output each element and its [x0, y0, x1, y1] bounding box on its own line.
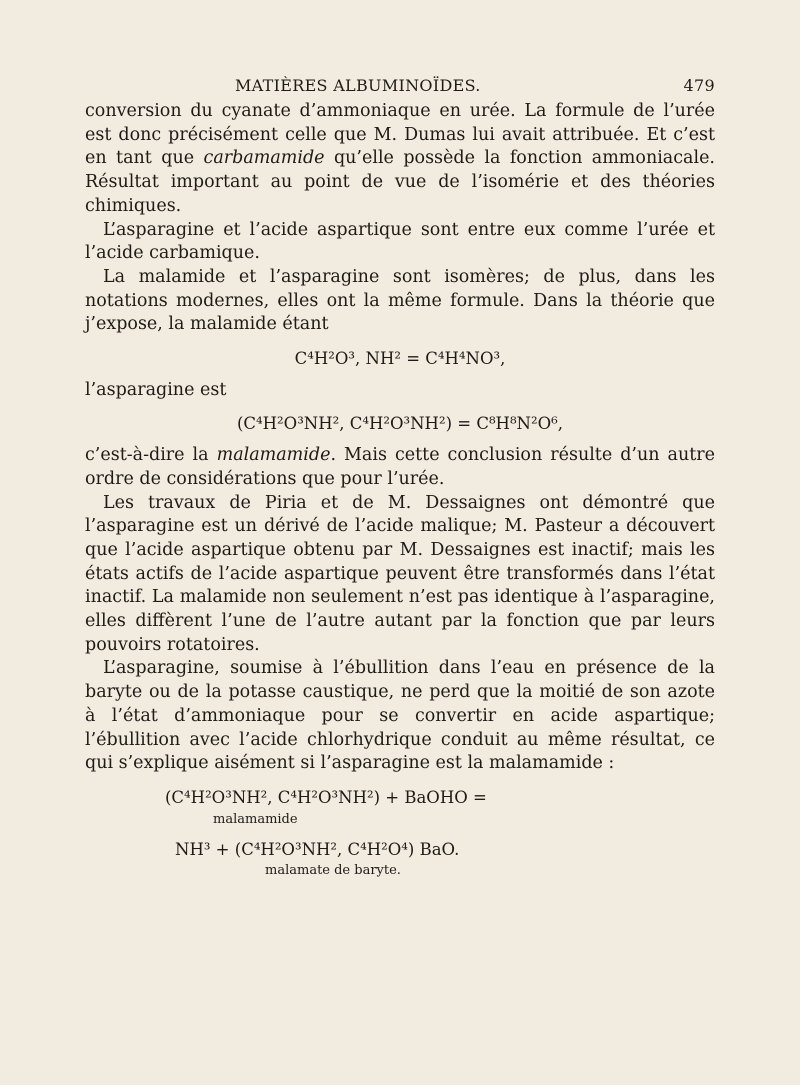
paragraph-2: L’asparagine et l’acide aspartique sont entre eux comme l’urée et l’acide carbamique. [85, 219, 715, 264]
paragraph-1-emphasis: carbamamide [203, 148, 325, 169]
paragraph-5-text-a: c’est-à-dire la [85, 445, 217, 466]
paragraph-1-text-b: qu’elle possède la fonction ammoniacale. Résultat important au point de vue de l’isomérie et des théories chimiques. [85, 148, 715, 216]
running-head [85, 76, 715, 100]
formula-reaction-line-1: (C⁴H²O³NH², C⁴H²O³NH²) + BaOHO = [165, 787, 487, 807]
body-text [85, 100, 715, 879]
paragraph-1 [85, 100, 715, 219]
formula-reaction-line-2: NH³ + (C⁴H²O³NH², C⁴H²O⁴) BaO. [175, 839, 460, 859]
paragraph-5-text-b: . Mais cette conclusion résulte d’un autre ordre de considérations que pour l’urée. [85, 445, 716, 489]
formula-asparagine: (C⁴H²O³NH², C⁴H²O³NH²) = C⁸H⁸N²O⁶, [236, 414, 563, 434]
paragraph-5 [85, 444, 715, 491]
paragraph-5-emphasis: malamamide [216, 445, 331, 466]
page-number: 479 [683, 76, 715, 95]
paragraph-7: L’asparagine, soumise à l’ébullition dans l’eau en présence de la baryte ou de la potasse caustique, ne perd que la moitié de son azote à l’état d’ammoniaque pour se convertir en acide aspartique; l’ébullition avec l’acide chlorhydrique conduit au même résultat, ce qui s’explique aisément si l’asparagine est la malamamide : [85, 658, 715, 774]
formula-caption-malamate: malamate de baryte. [265, 863, 401, 879]
formula-malamide: C⁴H²O³, NH² = C⁴H⁴NO³, [294, 349, 506, 369]
paragraph-1-text-a: conversion du cyanate d’ammoniaque en urée. La formule de l’urée est donc précisément celle que M. Dumas lui avait attribuée. Et c’est en tant que [85, 101, 715, 169]
running-title: MATIÈRES ALBUMINOÏDES. [235, 76, 481, 95]
paragraph-4: l’asparagine est [85, 379, 227, 400]
paragraph-6: Les travaux de Piria et de M. Dessaignes ont démontré que l’asparagine est un dérivé de l’acide malique; M. Pasteur a découvert que l’acide aspartique obtenu par M. Dessaignes est inactif; mais les états actifs de l’acide aspartique peuvent être transformés dans l’état inactif. La malamide non seulement n’est pas identique à l’asparagine, elles diffèrent l’une de l’autre autant par la fonction que par leurs pouvoirs rotatoires. [85, 492, 715, 655]
formula-caption-malamamide: malamamide [213, 811, 298, 827]
paragraph-3: La malamide et l’asparagine sont isomères; de plus, dans les notations modernes, elles ont la même formule. Dans la théorie que j’expose, la malamide étant [85, 266, 715, 335]
